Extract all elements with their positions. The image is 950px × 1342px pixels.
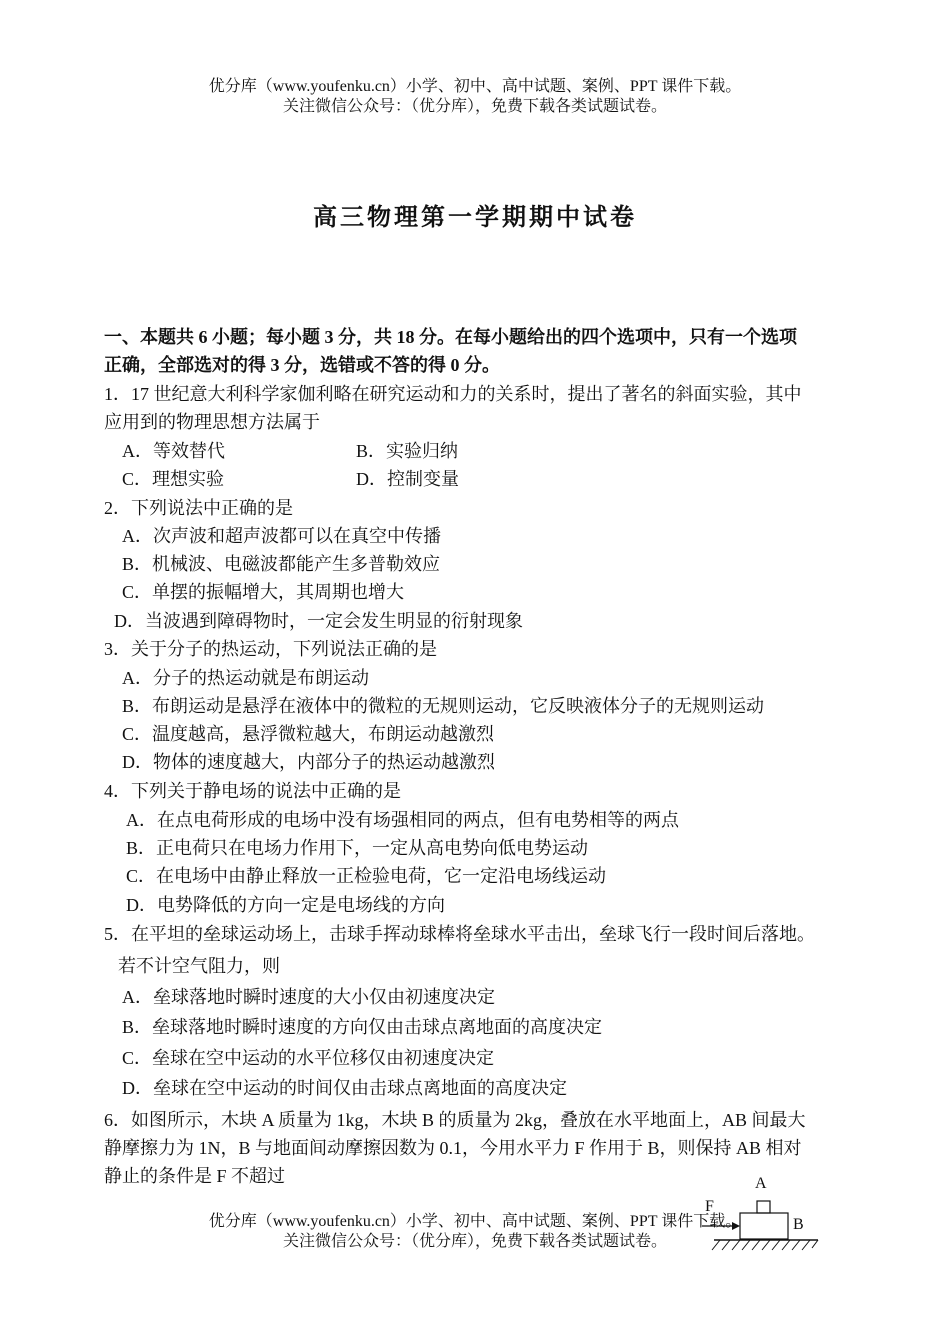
q2-option-b: B．机械波、电磁波都能产生多普勒效应 xyxy=(122,554,441,574)
q2-option-c: C．单摆的振幅增大，其周期也增大 xyxy=(122,582,405,602)
q6-stem-line-1: 6．如图所示，木块 A 质量为 1kg，木块 B 的质量为 2kg，叠放在水平地面上，AB 间最大 xyxy=(104,1110,806,1130)
label-b: B xyxy=(793,1216,804,1233)
q5-option-b: B．垒球落地时瞬时速度的方向仅由击球点离地面的高度决定 xyxy=(122,1017,603,1037)
q6-stem-line-2: 静摩擦力为 1N，B 与地面间动摩擦因数为 0.1，今用水平力 F 作用于 B，则保持 AB 相对 xyxy=(104,1138,802,1158)
footer-line-1: 优分库（www.youfenku.cn）小学、初中、高中试题、案例、PPT 课件下载。 xyxy=(208,1213,742,1230)
q1-option-a: A．等效替代 xyxy=(122,441,225,461)
q5-stem-line-2: 若不计空气阻力，则 xyxy=(118,956,280,976)
q1-option-b: B．实验归纳 xyxy=(356,441,459,461)
q2-option-a: A．次声波和超声波都可以在真空中传播 xyxy=(122,526,441,546)
section-heading-line-2: 正确，全部选对的得 3 分，选错或不答的得 0 分。 xyxy=(104,355,500,375)
q2-stem: 2．下列说法中正确的是 xyxy=(104,498,293,518)
q4-option-b: B．正电荷只在电场力作用下，一定从高电势向低电势运动 xyxy=(126,838,589,858)
q2-option-d: D．当波遇到障碍物时，一定会发生明显的衍射现象 xyxy=(114,611,523,631)
q3-stem: 3．关于分子的热运动，下列说法正确的是 xyxy=(104,639,437,659)
q4-stem: 4．下列关于静电场的说法中正确的是 xyxy=(104,781,401,801)
label-f: F xyxy=(705,1198,714,1215)
q3-option-c: C．温度越高，悬浮微粒越大，布朗运动越激烈 xyxy=(122,724,495,744)
footer-line-2: 关注微信公众号：（优分库），免费下载各类试题试卷。 xyxy=(282,1233,667,1250)
header-line-1: 优分库（www.youfenku.cn）小学、初中、高中试题、案例、PPT 课件下载。 xyxy=(208,78,742,95)
q5-stem-line-1: 5．在平坦的垒球运动场上，击球手挥动球棒将垒球水平击出，垒球飞行一段时间后落地。 xyxy=(104,924,815,944)
header-line-2: 关注微信公众号：（优分库），免费下载各类试题试卷。 xyxy=(282,98,667,115)
q5-option-d: D．垒球在空中运动的时间仅由击球点离地面的高度决定 xyxy=(122,1078,567,1098)
q1-stem-line-1: 1．17 世纪意大利科学家伽利略在研究运动和力的关系时，提出了著名的斜面实验，其中 xyxy=(104,384,802,404)
q3-option-d: D．物体的速度越大，内部分子的热运动越激烈 xyxy=(122,752,495,772)
section-heading-line-1: 一、本题共 6 小题；每小题 3 分，共 18 分。在每小题给出的四个选项中，只有一个选项 xyxy=(104,327,797,347)
q6-stem-line-3: 静止的条件是 F 不超过 xyxy=(104,1166,286,1186)
q5-option-c: C．垒球在空中运动的水平位移仅由初速度决定 xyxy=(122,1048,495,1068)
q1-option-d: D．控制变量 xyxy=(356,469,459,489)
q5-option-a: A．垒球落地时瞬时速度的大小仅由初速度决定 xyxy=(122,987,495,1007)
q4-option-a: A．在点电荷形成的电场中没有场强相同的两点，但有电势相等的两点 xyxy=(126,810,679,830)
q4-option-c: C．在电场中由静止释放一正检验电荷，它一定沿电场线运动 xyxy=(126,866,607,886)
label-a: A xyxy=(755,1175,767,1192)
q4-option-d: D．电势降低的方向一定是电场线的方向 xyxy=(126,895,445,915)
page-title: 高三物理第一学期期中试卷 xyxy=(313,205,637,231)
q1-stem-line-2: 应用到的物理思想方法属于 xyxy=(104,412,320,432)
q3-option-b: B．布朗运动是悬浮在液体中的微粒的无规则运动，它反映液体分子的无规则运动 xyxy=(122,696,765,716)
q3-option-a: A．分子的热运动就是布朗运动 xyxy=(122,668,369,688)
q1-option-c: C．理想实验 xyxy=(122,469,225,489)
